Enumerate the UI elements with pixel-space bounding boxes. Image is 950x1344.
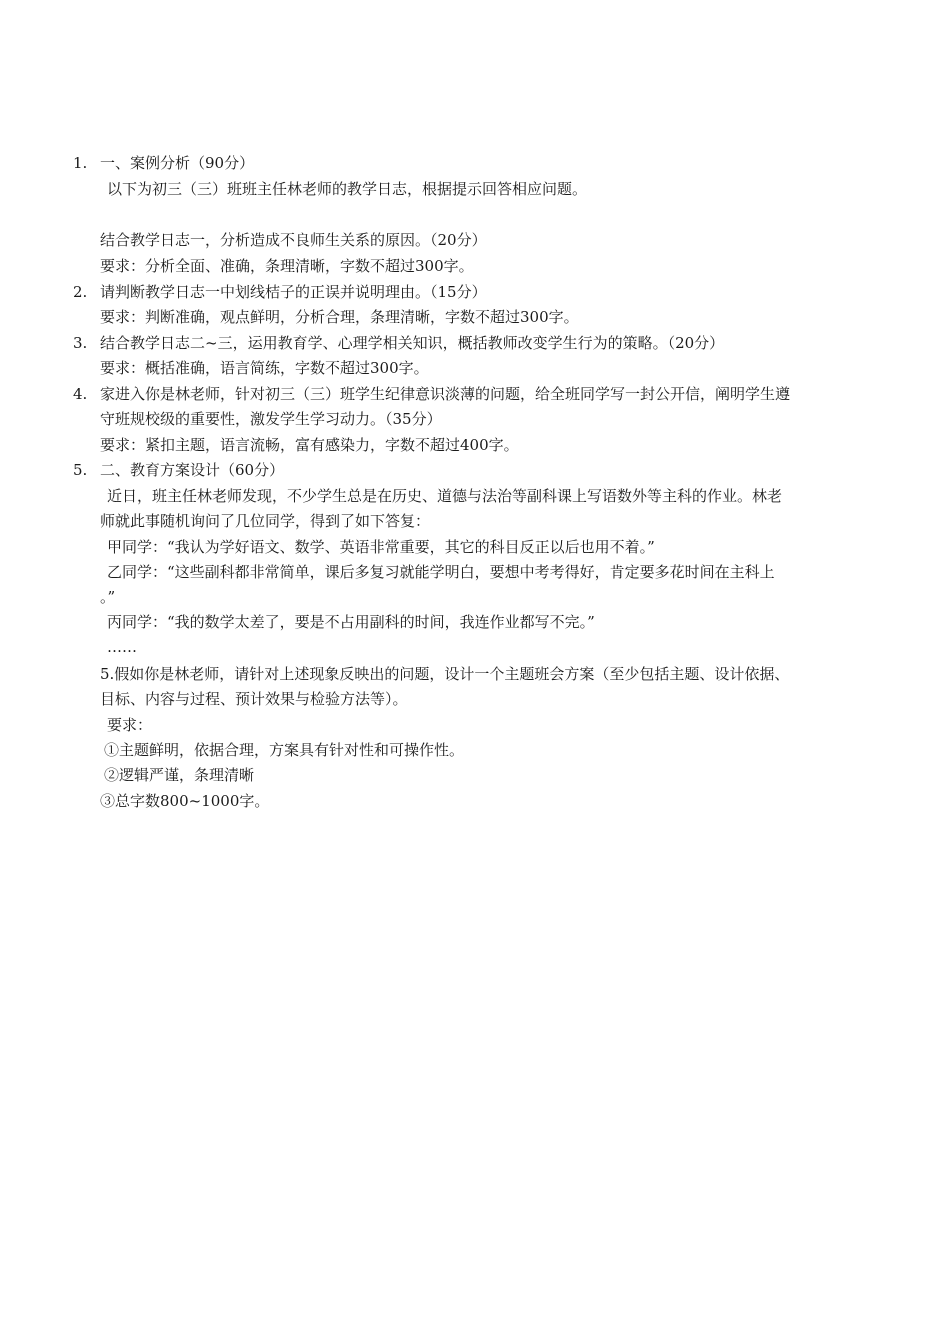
item-2-question: 请判断教学日志一中划线桔子的正误并说明理由。（15分） [100,283,487,301]
quote-student-c: 丙同学：“我的数学太差了，要是不占用副科的时间，我连作业都写不完。” [107,613,595,631]
item-2-requirement: 要求：判断准确，观点鲜明，分析合理，条理清晰，字数不超过300字。 [100,308,579,326]
requirement-3: ③总字数800~1000字。 [100,792,270,810]
quote-student-a: 甲同学：“我认为学好语文、数学、英语非常重要，其它的科目反正以后也用不着。” [107,538,655,556]
item-4-question-line1: 家进入你是林老师，针对初三（三）班学生纪律意识淡薄的问题，给全班同学写一封公开信，阐明学生遵 [100,385,791,403]
requirements-title: 要求： [107,716,153,734]
item-4-requirement: 要求：紧扣主题，语言流畅，富有感染力，字数不超过400字。 [100,436,519,454]
requirement-1: ①主题鲜明，依据合理，方案具有针对性和可操作性。 [104,741,465,759]
item-3-requirement: 要求：概括准确，语言简练，字数不超过300字。 [100,359,429,377]
section-heading-case-analysis: 一、案例分析（90分） [100,154,255,172]
item-5-paragraph-line2: 师就此事随机询问了几位同学，得到了如下答复： [100,512,431,530]
task-line2: 目标、内容与过程、预计效果与检验方法等）。 [100,690,408,708]
section-heading-education-plan: 二、教育方案设计（60分） [100,461,285,479]
item-4-number: 4. [73,385,88,403]
ellipsis: …… [107,638,137,656]
item-1-question: 结合教学日志一，分析造成不良师生关系的原因。（20分） [100,231,487,249]
item-3-question: 结合教学日志二~三，运用教育学、心理学相关知识，概括教师改变学生行为的策略。（20分） [100,334,725,352]
quote-student-b-line2: 。” [100,588,116,606]
item-1-number: 1. [73,154,88,172]
quote-student-b-line1: 乙同学：“这些副科都非常简单，课后多复习就能学明白，要想中考考得好，肯定要多花时间在主科上 [107,563,775,581]
item-1-intro: 以下为初三（三）班班主任林老师的教学日志，根据提示回答相应问题。 [107,180,588,198]
task-line1: 5.假如你是林老师，请针对上述现象反映出的问题，设计一个主题班会方案（至少包括主题、设计依据、 [100,665,790,683]
item-4-question-line2: 守班规校级的重要性，激发学生学习动力。（35分） [100,410,442,428]
item-5-paragraph-line1: 近日，班主任林老师发现，不少学生总是在历史、道德与法治等副科课上写语数外等主科的作业。林老 [107,487,783,505]
item-3-number: 3. [73,334,88,352]
requirement-2: ②逻辑严谨，条理清晰 [104,766,255,784]
item-5-number: 5. [73,461,88,479]
item-2-number: 2. [73,283,88,301]
item-1-requirement: 要求：分析全面、准确，条理清晰，字数不超过300字。 [100,257,474,275]
